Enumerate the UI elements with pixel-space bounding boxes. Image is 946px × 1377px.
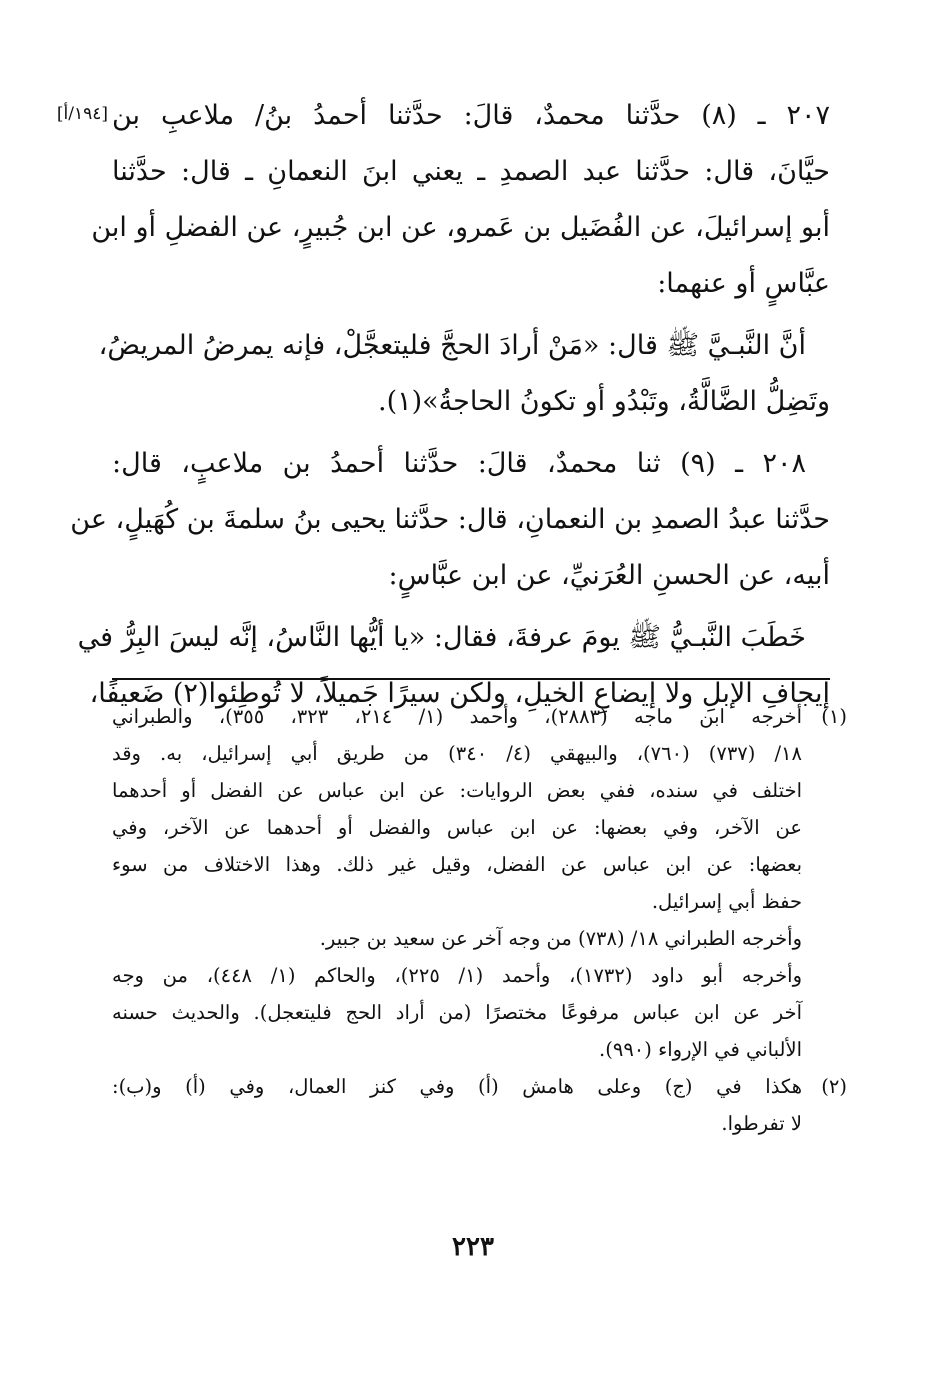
footnote-line: عن الآخر، وفي بعضها: عن ابن عباس والفضل أو أحدهما عن الآخر، وفي [112, 816, 802, 839]
footnote-line: وأخرجه أبو داود (١٧٣٢)، وأحمد (١/ ٢٢٥)، والحاكم (١/ ٤٤٨)، من وجه [112, 964, 802, 987]
text-line: عبَّاسٍ أو عنهما: [657, 268, 830, 299]
text-line: ٢٠٧ ـ (٨) حدَّثنا محمدٌ، قالَ: حدَّثنا أحمدُ بنُ/ ملاعبِ بن [112, 100, 830, 131]
footnote-line: لا تفرطوا. [721, 1112, 802, 1135]
footnote-line: ١٨/ (٧٣٧) (٧٦٠)، والبيهقي (٤/ ٣٤٠) من طريق أبي إسرائيل، به. وقد [112, 742, 802, 765]
text-line: إيجافِ الإبلِ ولا إيضاعِ الخيلِ، ولكن سيرًا جَميلاً، لا تُوطِئوا(٢) ضَعيفًا، [89, 678, 830, 709]
footnote-line: بعضها: عن ابن عباس عن الفضل، وقيل غير ذلك. وهذا الاختلاف من سوء [112, 853, 802, 876]
footnote-marker: (٢) [821, 1075, 847, 1098]
text-line: ٢٠٨ ـ (٩) ثنا محمدٌ، قالَ: حدَّثنا أحمدُ بن ملاعبٍ، قال: [112, 448, 806, 479]
text-line: وتَضِلُّ الضَّالَّةُ، وتَبْدُو أو تكونُ الحاجةُ»(١). [377, 386, 830, 417]
footnote-line: اختلف في سنده، ففي بعض الروايات: عن ابن عباس عن الفضل أو أحدهما [112, 779, 802, 802]
text-line: حدَّثنا عبدُ الصمدِ بن النعمانِ، قال: حدَّثنا يحيى بنُ سلمةَ بن كُهَيلٍ، عن [70, 504, 830, 535]
footnote-line: الألباني في الإرواء (٩٩٠). [599, 1038, 802, 1061]
footnote-line: حفظ أبي إسرائيل. [651, 890, 802, 913]
text-line: خَطَبَ النَّبـيُّ ﷺ يومَ عرفةَ، فقال: «يا أيُّها النَّاسُ، إنَّه ليسَ البِرُّ في [77, 622, 806, 653]
manuscript-folio-note: [١٩٤/أ] [56, 104, 108, 124]
footnote-line: وأخرجه الطبراني ١٨/ (٧٣٨) من وجه آخر عن سعيد بن جبير. [319, 927, 802, 950]
hadith-208-isnad [70, 436, 830, 604]
text-line: أبو إسرائيلَ، عن الفُضَيل بن عَمرو، عن ابن جُبيرٍ، عن الفضلِ أو ابن [91, 212, 830, 243]
text-line: حيَّانَ، قال: حدَّثنا عبد الصمدِ ـ يعني ابنَ النعمانِ ـ قال: حدَّثنا [112, 156, 830, 187]
hadith-207-matn [98, 318, 830, 430]
footnotes [112, 698, 847, 1142]
hadith-207-isnad [91, 88, 830, 312]
footnote-line: آخر عن ابن عباس مرفوعًا مختصرًا (من أراد الحج فليتعجل). والحديث حسنه [112, 1001, 802, 1024]
footnote-1 [112, 698, 847, 1068]
text-line: أنَّ النَّبـيَّ ﷺ قال: «مَنْ أرادَ الحجَّ فليتعجَّلْ، فإنه يمرضُ المريضُ، [98, 330, 806, 361]
page-number: ٢٢٣ [452, 1232, 494, 1262]
footnote-separator [112, 678, 830, 680]
text-line: أبيه، عن الحسنِ العُرَنيِّ، عن ابن عبَّاسٍ: [388, 560, 830, 591]
footnote-line: أخرجه ابن ماجه (٢٨٨٣)، وأحمد (١/ ٢١٤، ٣٢٣، ٣٥٥)، والطبراني [112, 705, 802, 728]
footnote-marker: (١) [821, 705, 847, 728]
footnote-line: هكذا في (ج) وعلى هامش (أ) وفي كنز العمال، وفي (أ) و(ب): [112, 1075, 802, 1098]
footnote-2 [112, 1068, 847, 1142]
